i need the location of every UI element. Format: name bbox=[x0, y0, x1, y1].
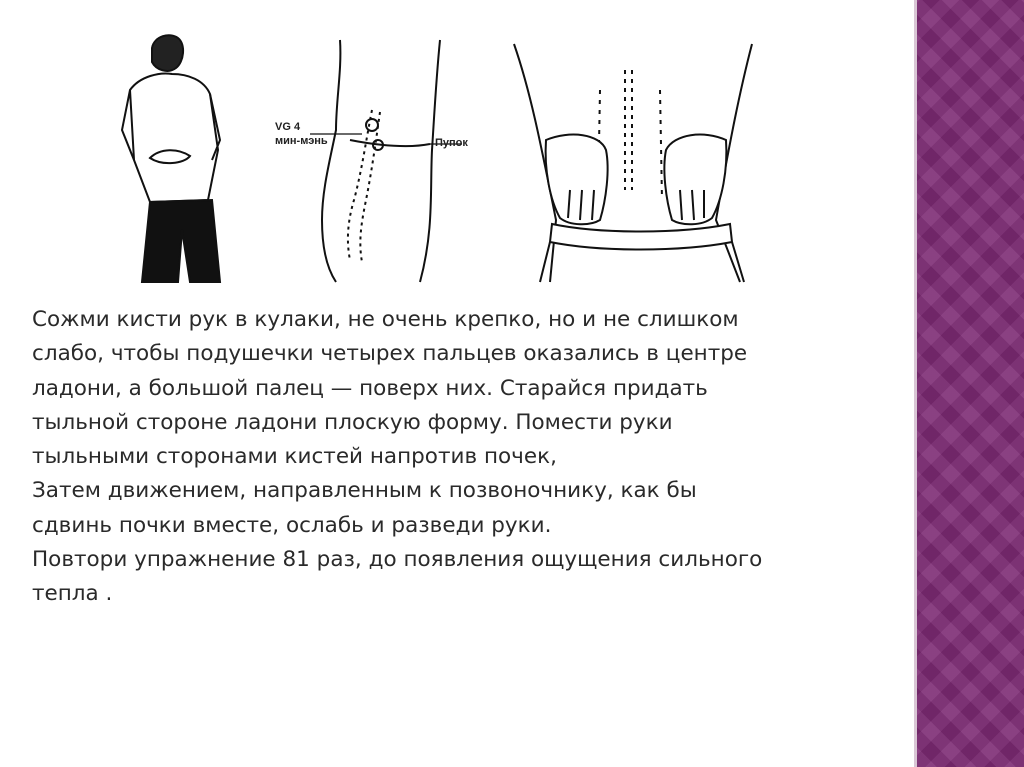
text-line: сдвинь почки вместе, ослабь и разведи руки. bbox=[32, 512, 552, 538]
figure-person-back bbox=[122, 35, 220, 282]
text-line: тыльной стороне ладони плоскую форму. Помести руки bbox=[32, 409, 673, 435]
text-line: тыльными сторонами кистей напротив почек, bbox=[32, 444, 557, 470]
figure-side-spine bbox=[310, 40, 462, 282]
min-men-label: мин-мэнь bbox=[275, 135, 328, 147]
text-line: Повтори упражнение 81 раз, до появления ощущения сильного bbox=[32, 547, 763, 573]
instruction-text bbox=[32, 303, 902, 612]
illustrations bbox=[100, 30, 770, 290]
text-line: ладони, а большой палец — поверх них. Старайся придать bbox=[32, 375, 708, 401]
text-line: Затем движением, направленным к позвоночнику, как бы bbox=[32, 478, 697, 504]
side-decorative-band bbox=[917, 0, 1024, 767]
text-line: слабо, чтобы подушечки четырех пальцев оказались в центре bbox=[32, 341, 748, 367]
text-line: тепла . bbox=[32, 581, 113, 607]
figure-back-hands bbox=[514, 44, 752, 282]
text-line: Сожми кисти рук в кулаки, не очень крепко, но и не слишком bbox=[32, 307, 739, 332]
navel-label: Пупок bbox=[435, 137, 468, 149]
vg4-label: VG 4 bbox=[275, 121, 301, 133]
